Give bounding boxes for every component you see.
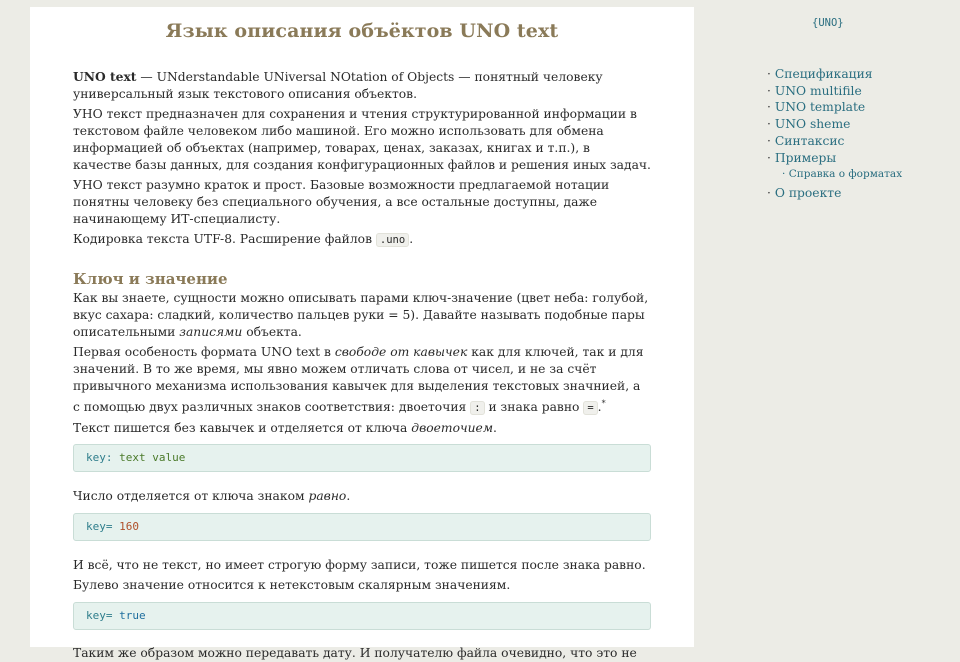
section-paragraph-3: Текст пишется без кавычек и отделяется от ключа двоеточием.	[73, 421, 497, 436]
colon-code: :	[470, 401, 484, 415]
article-content	[73, 7, 651, 662]
code-example-boolean: key= true	[73, 602, 651, 630]
code-example-text: key: text value	[73, 444, 651, 472]
file-extension-code: .uno	[376, 233, 409, 247]
simplicity-paragraph: УНО текст разумно краток и прост. Базовые возможности предлагаемой нотации понятны человеку без специального обучения, а все остальные доступны, даже начинающему ИТ-специалисту.	[73, 178, 610, 226]
nav-item-about[interactable]: · О проекте	[767, 186, 842, 201]
nav-item-specification[interactable]: · Спецификация	[767, 67, 873, 81]
equals-code: =	[583, 401, 597, 415]
section-paragraph-2: Первая особеность формата UNO text в свободе от кавычек как для ключей, так и для значений. В то же время, мы явно можем отличать слова от чисел, и не за счёт привычного механизма использования кавычек для выделения текстовых значнией, а с помощью двух различных знаков соответствия: двоеточия : и знака равно = .*	[73, 345, 644, 415]
nav-item-multifile[interactable]: · UNO multifile	[767, 83, 862, 98]
sidebar-nav	[767, 66, 902, 202]
nav-item-template[interactable]: · UNO template	[767, 100, 866, 115]
section-paragraph-6: Булево значение относится к нетекстовым скалярным значениям.	[73, 578, 511, 593]
nav-item-examples[interactable]: · Примеры	[767, 150, 837, 165]
purpose-paragraph: УНО текст предназначен для сохранения и чтения структурированной информации в текстовом файле человеком либо машиной. Его можно использовать для обмена информацией об объектах (например, товарах, ценах, заказах, книгах и т.п.), в качестве базы данных, для создания конфигурационных файлов и решения иных задач.	[73, 107, 651, 172]
article-page	[30, 7, 694, 661]
nav-item-syntax[interactable]: · Синтаксис	[767, 133, 845, 148]
nav-item-sheme[interactable]: · UNO sheme	[767, 117, 851, 132]
section-paragraph-1: Как вы знаете, сущности можно описывать парами ключ-значение (цвет неба: голубой, вкус сахара: сладкий, количество пальцев руки = 5). Давайте называть подобные пары описательными записями объекта.	[73, 291, 649, 339]
section-paragraph-4: Число отделяется от ключа знаком равно.	[73, 489, 351, 504]
section-paragraph-7: Таким же образом можно передавать дату. И получателю файла очевидно, что это не	[73, 646, 637, 661]
section-paragraph-5: И всё, что не текст, но имеет строгую форму записи, тоже пишется после знака равно.	[73, 558, 646, 573]
page-title: Язык описания объёктов UNO text	[165, 20, 559, 42]
nav-subitem-format-reference[interactable]: · Справка о форматах	[782, 168, 903, 181]
intro-paragraph: UNO text — UNderstandable UNiversal NOtation of Objects — понятный человеку универсальный язык текстового описания объектов.	[73, 69, 603, 101]
intro-strong: UNO text	[73, 69, 137, 84]
footnote-link[interactable]: *	[601, 399, 606, 408]
section-heading-key-value: Ключ и значение	[73, 270, 228, 288]
uno-logo[interactable]: {UNO}	[812, 17, 844, 29]
encoding-paragraph: Кодировка текста UTF-8. Расширение файлов .uno .	[73, 232, 414, 246]
code-example-number: key= 160	[73, 513, 651, 541]
